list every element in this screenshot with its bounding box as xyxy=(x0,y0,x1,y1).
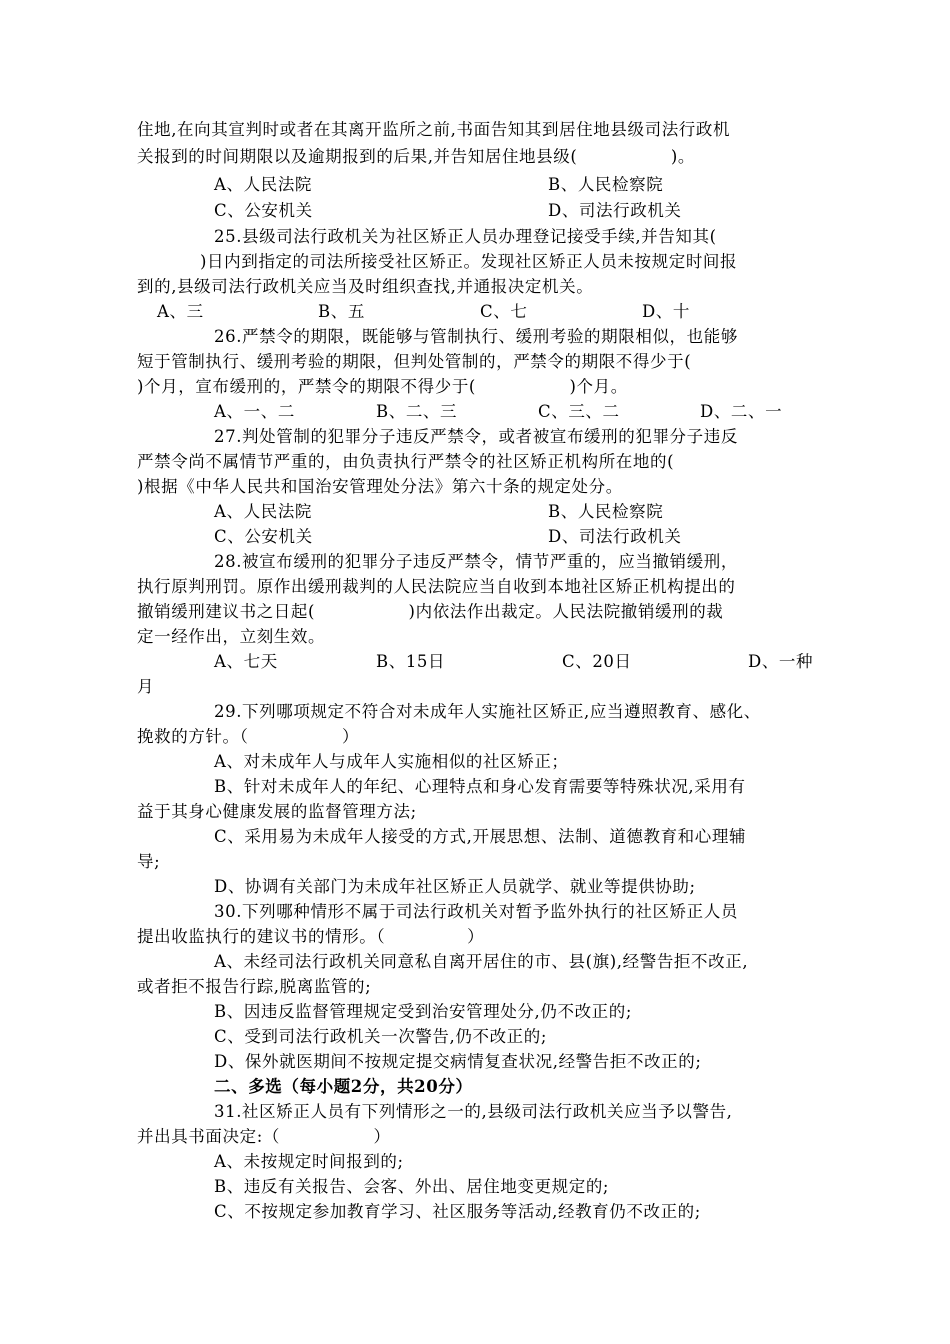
option-c: C、三、二 xyxy=(538,402,620,421)
option-c: C、20日 xyxy=(562,652,632,671)
q30-option-d: D、保外就医期间不按规定提交病情复查状况,经警告拒不改正的; xyxy=(214,1052,702,1071)
q30-option-b: B、因违反监督管理规定受到治安管理处分,仍不改正的; xyxy=(214,1002,633,1021)
option-d: D、一种 xyxy=(748,652,814,671)
q31-line: 31.社区矫正人员有下列情形之一的,县级司法行政机关应当予以警告, xyxy=(214,1102,733,1121)
q29-option-b: B、针对未成年人的年纪、心理特点和身心发育需要等特殊状况,采用有 xyxy=(214,777,746,796)
q27-options xyxy=(0,525,950,549)
option-a: A、三 xyxy=(157,302,204,321)
option-a: A、人民法院 xyxy=(214,175,313,194)
q29-line: 29.下列哪项规定不符合对未成年人实施社区矫正,应当遵照教育、感化、 xyxy=(214,702,761,721)
q26-line: )个月，宣布缓刑的，严禁令的期限不得少于( )个月。 xyxy=(137,377,628,396)
q25-line: 到的,县级司法行政机关应当及时组织查找,并通报决定机关。 xyxy=(137,277,594,296)
q28-line: 撤销缓刑建议书之日起( )内依法作出裁定。人民法院撤销缓刑的裁 xyxy=(137,602,724,621)
section-heading: 二、多选（每小题2分，共20分） xyxy=(214,1077,473,1096)
q27-line: 27.判处管制的犯罪分子违反严禁令，或者被宣布缓刑的犯罪分子违反 xyxy=(214,427,738,446)
q27-line: )根据《中华人民共和国治安管理处分法》第六十条的规定处分。 xyxy=(137,477,623,496)
q30-option-a: 或者拒不报告行踪,脱离监管的; xyxy=(137,977,372,996)
option-b: B、二、三 xyxy=(376,402,458,421)
q29-option-b: 益于其身心健康发展的监督管理方法; xyxy=(137,802,417,821)
option-b: B、人民检察院 xyxy=(548,502,664,521)
option-c: C、公安机关 xyxy=(214,201,313,220)
q26-line: 短于管制执行、缓刑考验的期限，但判处管制的，严禁令的期限不得少于( xyxy=(137,352,692,371)
q25-line: 25.县级司法行政机关为社区矫正人员办理登记接受手续,并告知其( xyxy=(214,227,717,246)
option-d: D、十 xyxy=(642,302,691,321)
q31-option-b: B、违反有关报告、会客、外出、居住地变更规定的; xyxy=(214,1177,610,1196)
q24-options xyxy=(0,173,950,197)
q29-option-a: A、对未成年人与成年人实施相似的社区矫正； xyxy=(214,752,569,771)
q31-option-c: C、不按规定参加教育学习、社区服务等活动,经教育仍不改正的; xyxy=(214,1202,701,1221)
option-d: D、司法行政机关 xyxy=(548,527,682,546)
q30-line: 提出收监执行的建议书的情形。（ ） xyxy=(137,927,485,946)
q28-options xyxy=(0,650,950,674)
q31-option-a: A、未按规定时间报到的; xyxy=(214,1152,404,1171)
option-b: B、15日 xyxy=(376,652,446,671)
q28-line: 月 xyxy=(137,677,155,696)
option-d: D、司法行政机关 xyxy=(548,201,682,220)
q30-option-a: A、未经司法行政机关同意私自离开居住的市、县(旗),经警告拒不改正, xyxy=(214,952,749,971)
q25-options xyxy=(0,300,950,324)
option-d: D、二、一 xyxy=(700,402,783,421)
q27-line: 严禁令尚不属情节严重的，由负责执行严禁令的社区矫正机构所在地的( xyxy=(137,452,675,471)
q24-line: 关报到的时间期限以及逾期报到的后果,并告知居住地县级( )。 xyxy=(137,147,696,166)
q26-options xyxy=(0,400,950,424)
q26-line: 26.严禁令的期限，既能够与管制执行、缓刑考验的期限相似，也能够 xyxy=(214,327,738,346)
option-b: B、人民检察院 xyxy=(548,175,664,194)
q30-option-c: C、受到司法行政机关一次警告,仍不改正的; xyxy=(214,1027,548,1046)
q28-line: 定一经作出，立刻生效。 xyxy=(137,627,326,646)
q25-line: )日内到指定的司法所接受社区矫正。发现社区矫正人员未按规定时间报 xyxy=(200,252,738,271)
q29-option-c: C、采用易为未成年人接受的方式,开展思想、法制、道德教育和心理辅 xyxy=(214,827,747,846)
option-a: A、人民法院 xyxy=(214,502,313,521)
option-c: C、公安机关 xyxy=(214,527,313,546)
q24-line: 住地,在向其宣判时或者在其离开监所之前,书面告知其到居住地县级司法行政机 xyxy=(137,120,731,139)
q30-line: 30.下列哪种情形不属于司法行政机关对暂予监外执行的社区矫正人员 xyxy=(214,902,738,921)
q31-line: 并出具书面决定:（ ） xyxy=(137,1127,391,1146)
q27-options xyxy=(0,500,950,524)
q24-options xyxy=(0,199,950,223)
option-b: B、五 xyxy=(318,302,365,321)
option-a: A、一、二 xyxy=(214,402,295,421)
q28-line: 28.被宣布缓刑的犯罪分子违反严禁令，情节严重的，应当撤销缓刑， xyxy=(214,552,738,571)
q29-option-d: D、协调有关部门为未成年社区矫正人员就学、就业等提供协助; xyxy=(214,877,696,896)
option-c: C、七 xyxy=(480,302,528,321)
q29-line: 挽救的方针。（ ） xyxy=(137,727,360,746)
option-a: A、七天 xyxy=(214,652,278,671)
q28-line: 执行原判刑罚。原作出缓刑裁判的人民法院应当自收到本地社区矫正机构提出的 xyxy=(137,577,736,596)
q29-option-c: 导; xyxy=(137,852,161,871)
